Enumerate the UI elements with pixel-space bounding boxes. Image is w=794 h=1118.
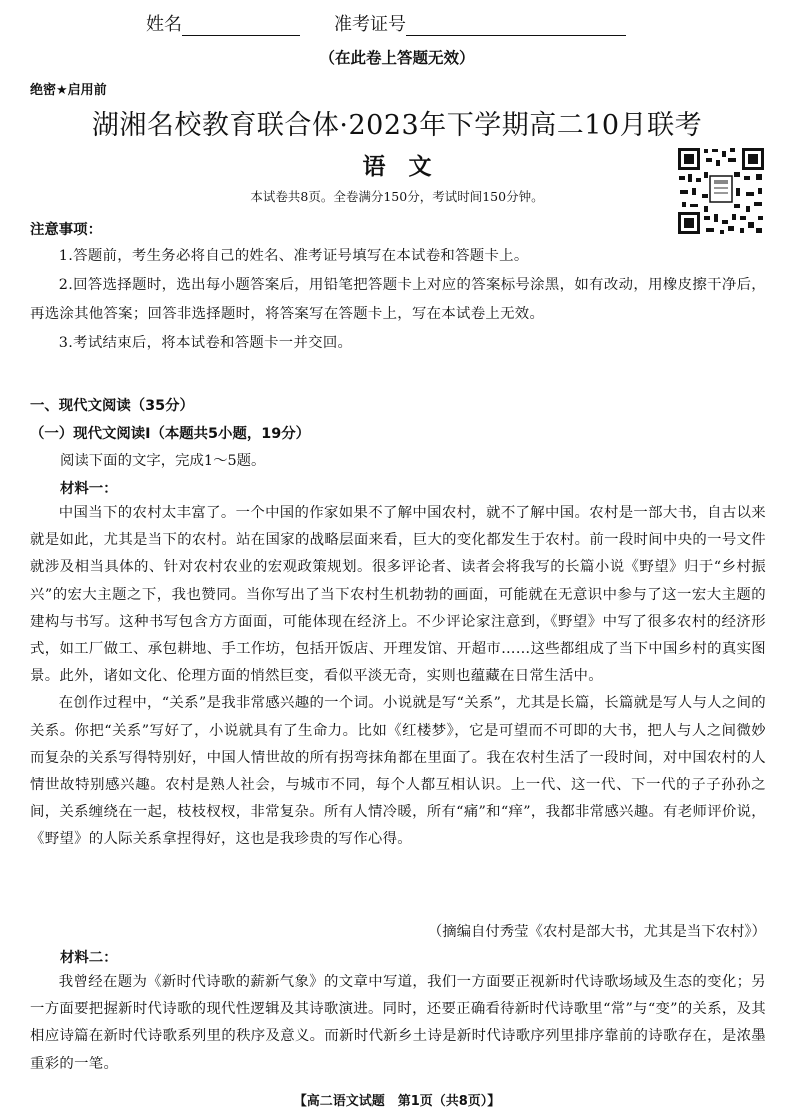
exam-no-label: 准考证号 xyxy=(334,14,406,35)
qr-code-icon xyxy=(676,146,766,236)
secret-mark: 绝密★启用前 xyxy=(30,83,107,98)
material1-label: 材料一： xyxy=(60,481,118,497)
material1-body xyxy=(30,500,766,854)
section-instruction: 阅读下面的文字，完成1～5题。 xyxy=(60,453,266,469)
material2-body xyxy=(30,969,766,1078)
name-field[interactable] xyxy=(182,17,300,36)
section-heading: 一、现代文阅读（35分） xyxy=(30,398,194,414)
notice-list xyxy=(30,242,766,358)
exam-no-field[interactable] xyxy=(406,17,626,36)
notice-item-3: 3.考试结束后，将本试卷和答题卡一并交回。 xyxy=(58,335,353,351)
notice-heading: 注意事项： xyxy=(30,222,102,238)
material2-label: 材料二： xyxy=(60,950,118,966)
invalid-note: （在此卷上答题无效） xyxy=(319,49,475,67)
material1-paragraph-1: 中国当下的农村太丰富了。一个中国的作家如果不了解中国农村，就不了解中国。农村是一部大书，自古以来就是如此，尤其是当下的农村。站在国家的战略层面来看，巨大的变化都发生于农村。前一段时间中央的一号文件就涉及相当具体的、针对农村农业的宏观政策规划。很多评论者、读者会将我写的长篇小说《野望》归于“乡村振兴”的宏大主题之下，我也赞同。当你写出了当下农村生机勃勃的画面，可能就在无意识中参与了这一宏大主题的建构与书写。这种书写包含方方面面，可能体现在经济上。不少评论家注意到，《野望》中写了很多农村的经济形式，如工厂做工、承包耕地、手工作坊，包括开饭店、开理发馆、开超市……这些都组成了当下中国乡村的真实图景。此外，诸如文化、伦理方面的悄然巨变，看似平淡无奇，实则也蕴藏在日常生活中。 xyxy=(30,505,766,685)
notice-item-1: 1.答题前，考生务必将自己的姓名、准考证号填写在本试卷和答题卡上。 xyxy=(58,248,529,264)
candidate-info-line xyxy=(146,10,626,36)
page-footer: 【高二语文试题 第1页（共8页）】 xyxy=(293,1094,501,1109)
material2-paragraph-1: 我曾经在题为《新时代诗歌的薪新气象》的文章中写道，我们一方面要正视新时代诗歌场域及生态的变化；另一方面要把握新时代诗歌的现代性逻辑及其诗歌演进。同时，还要正确看待新时代诗歌里“常”与“变”的关系，及其相应诗篇在新时代诗歌系列里的秩序及意义。而新时代新乡土诗是新时代诗歌序列里排序靠前的诗歌存在，是浓墨重彩的一笔。 xyxy=(30,974,766,1072)
material1-source: （摘编自付秀莹《农村是部大书，尤其是当下农村》） xyxy=(427,924,766,940)
qr-code xyxy=(676,146,766,236)
material1-paragraph-2: 在创作过程中，“关系”是我非常感兴趣的一个词。小说就是写“关系”，尤其是长篇，长篇就是写人与人之间的关系。你把“关系”写好了，小说就具有了生命力。比如《红楼梦》，它是可望而不可即的大书，把人与人之间微妙而复杂的关系写得特别好，中国人情世故的所有拐弯抹角都在里面了。我在农村生活了一段时间，对中国农村的人情世故特别感兴趣。农村是熟人社会，与城市不同，每个人都互相认识。上一代、这一代、下一代的子子孙孙之间，关系缠绕在一起，枝枝杈杈，非常复杂。所有人情冷暖，所有“痛”和“痒”，我都非常感兴趣。有老师评价说，《野望》的人际关系拿捏得好，这也是我珍贵的写作心得。 xyxy=(30,695,766,848)
exam-info: 本试卷共8页。全卷满分150分，考试时间150分钟。 xyxy=(250,189,544,204)
name-label: 姓名 xyxy=(146,14,182,35)
notice-item-2: 2.回答选择题时，选出每小题答案后，用铅笔把答题卡上对应的答案标号涂黑，如有改动，用橡皮擦干净后，再选涂其他答案；回答非选择题时，将答案写在答题卡上，写在本试卷上无效。 xyxy=(30,277,766,322)
section-sub-heading: （一）现代文阅读Ⅰ（本题共5小题，19分） xyxy=(30,426,311,442)
subject-title: 语 文 xyxy=(362,154,432,180)
exam-title: 湖湘名校教育联合体·2023年下学期高二10月联考 xyxy=(91,110,703,141)
